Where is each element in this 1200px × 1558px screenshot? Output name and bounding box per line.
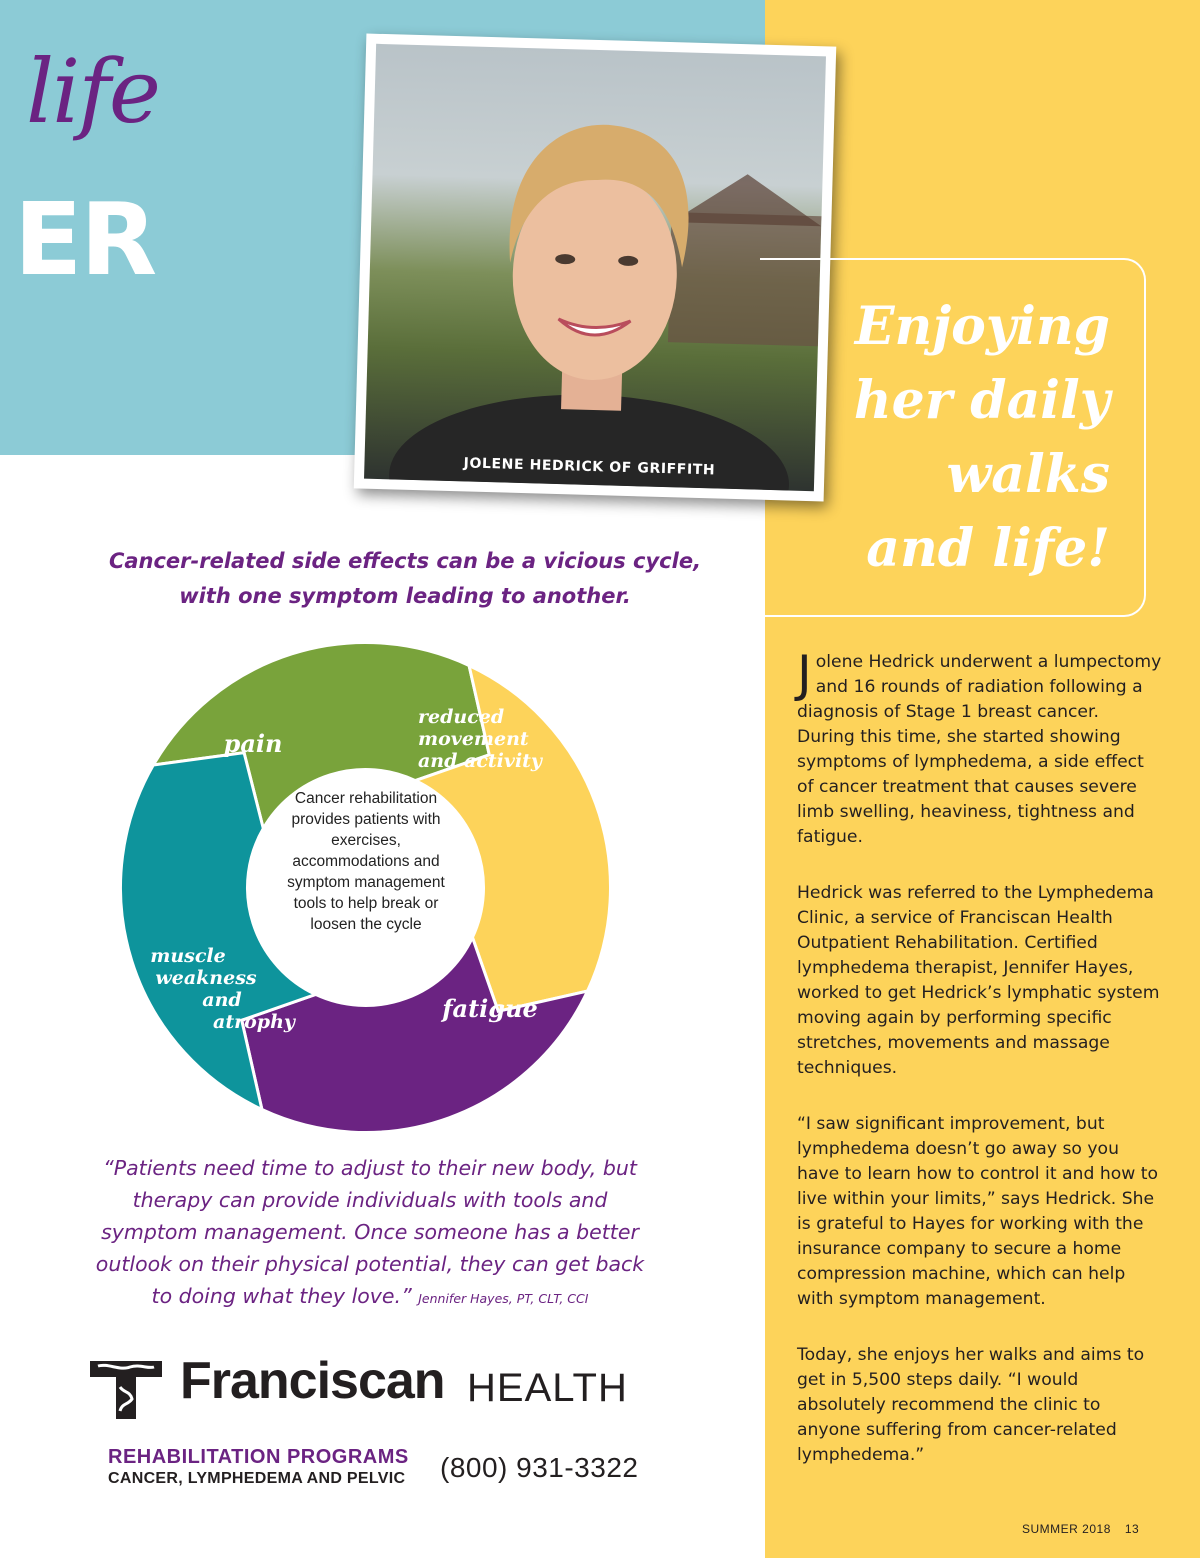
issue-label: SUMMER 2018 (1022, 1522, 1111, 1536)
quote-attribution: Jennifer Hayes, PT, CLT, CCI (418, 1291, 589, 1306)
drop-cap: J (797, 645, 812, 703)
quote-text: “Patients need time to adjust to their new body, but therapy can provide individuals with tools and symptom management. Once someone has a better outlook on their physical potential, they can get back to doing what they love.” (95, 1156, 645, 1308)
paragraph-2: Hedrick was referred to the Lymphedema Clinic, a service of Franciscan Health Outpatient Rehabilitation. Certified lymphedema therapist, Jennifer Hayes, worked to get Hedrick’s lymphatic system moving again by performing specific stretches, movements and massage techniques. (797, 883, 1160, 1078)
headline: Enjoying her daily walks and life! (853, 296, 1110, 579)
paragraph-4: Today, she enjoys her walks and aims to get in 5,500 steps daily. “I would absolutely recommend the clinic to anyone suffering from cancer-related lymphedema.” (797, 1345, 1145, 1465)
segment-label-fatigue: fatigue (442, 994, 538, 1023)
section-title-er: ER (14, 181, 156, 298)
cycle-center-text: Cancer rehabilitation provides patients with exercises, accommodations and symptom management tools to help break or loosen the cycle (287, 790, 445, 933)
brand-name-suffix: HEALTH (467, 1366, 628, 1410)
article-body (797, 645, 1162, 1499)
segment-label-pain: pain (223, 729, 283, 758)
intro-statement: Cancer-related side effects can be a vicious cycle, with one symptom leading to another. (108, 549, 702, 608)
segment-label-reduced-movement: reduced movement and activity (418, 706, 542, 772)
pull-quote (90, 1152, 650, 1315)
paragraph-1 (797, 645, 1162, 850)
photo-caption: JOLENE HEDRICK OF GRIFFITH (463, 455, 716, 479)
phone-number[interactable]: (800) 931-3322 (440, 1452, 639, 1483)
paragraph-3: “I saw significant improvement, but lymphedema doesn’t go away so you have to learn how to control it and how to live within your limits,” says Hedrick. She is grateful to Hayes for working with the insurance company to secure a home compression machine, which can help with symptom management. (797, 1114, 1159, 1309)
page-footer (1022, 1522, 1139, 1536)
segment-label-muscle-weakness: muscle weakness and atrophy (150, 945, 295, 1033)
franciscan-cross-logo-icon (90, 1357, 162, 1419)
brand-name: Franciscan (180, 1352, 445, 1410)
section-title-life: life (26, 40, 159, 143)
portrait-image (364, 44, 826, 491)
page-number: 13 (1124, 1522, 1140, 1536)
program-subtitle: CANCER, LYMPHEDEMA AND PELVIC (108, 1470, 406, 1487)
program-title: REHABILITATION PROGRAMS (108, 1446, 409, 1468)
paragraph-1-text: olene Hedrick underwent a lumpectomy and 16 rounds of radiation following a diagnosis of Stage 1 breast cancer. During this time, she started showing symptoms of lymphedema, a side effect of cancer treatment that causes severe limb swelling, heaviness, tightness and fatigue. (797, 652, 1162, 847)
